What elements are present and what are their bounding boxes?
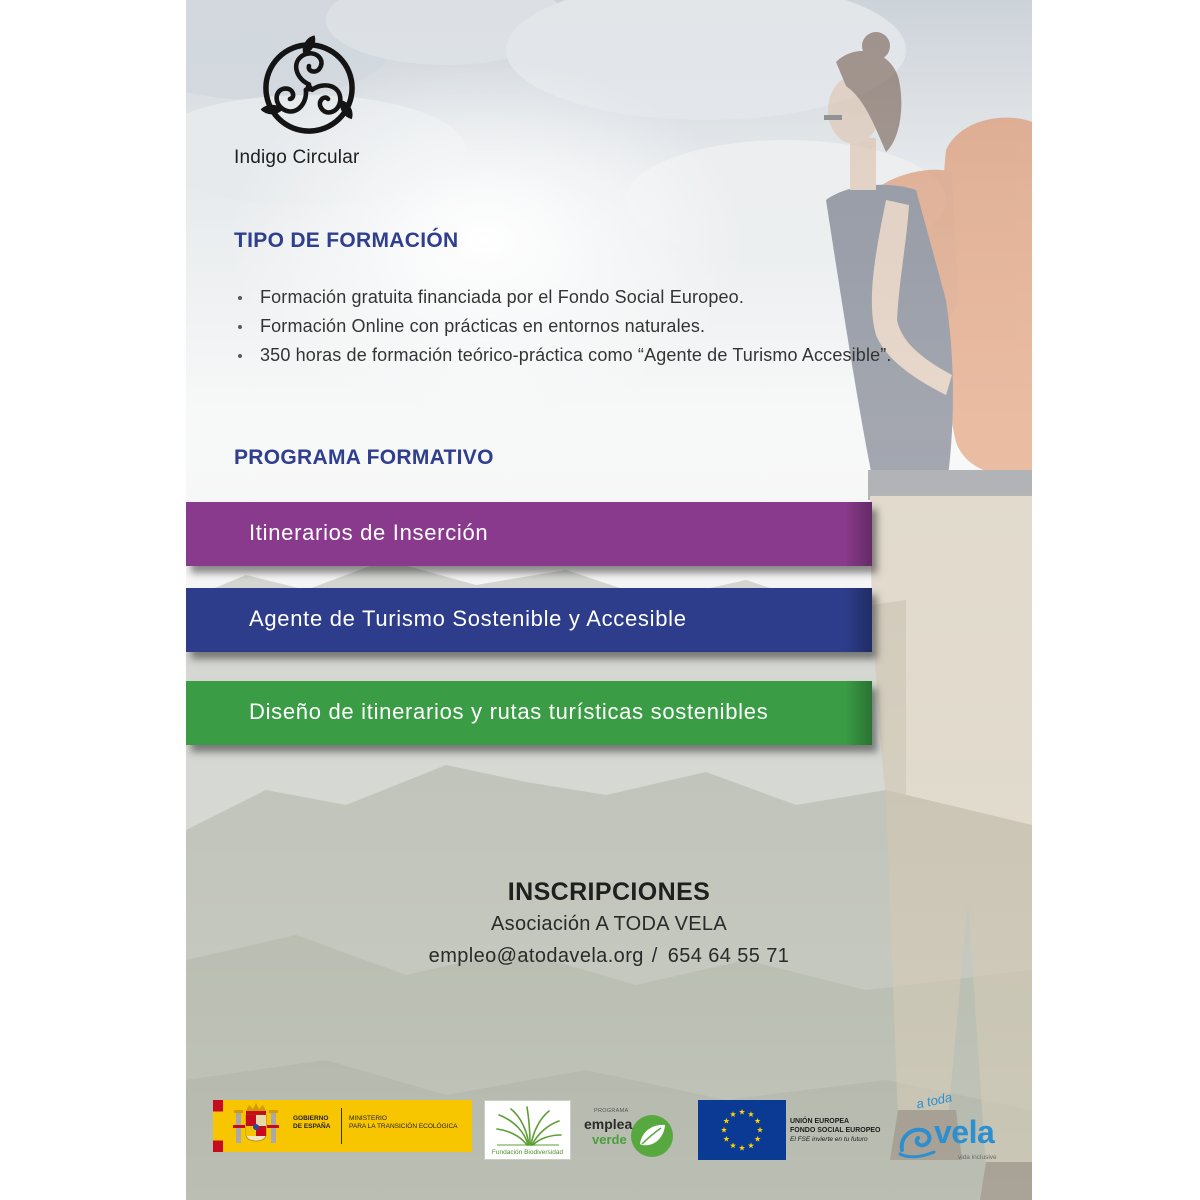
verde-word: verde — [592, 1132, 627, 1147]
indigo-circular-logo — [254, 33, 364, 143]
gobierno-de-espana-logo — [213, 1100, 472, 1152]
contact-separator: / — [651, 945, 658, 967]
vela-tagline: vida inclusive — [958, 1154, 997, 1161]
module-label: Diseño de itinerarios y rutas turísticas sostenibles — [249, 699, 769, 724]
module-label: Agente de Turismo Sostenible y Accesible — [249, 606, 687, 631]
module-bar-route-design — [186, 681, 872, 745]
module-bar-tourism-agent — [186, 588, 872, 652]
eu-line1: UNIÓN EUROPEA — [790, 1118, 850, 1125]
ministry-line2: PARA LA TRANSICIÓN ECOLÓGICA — [349, 1123, 458, 1130]
bullet-dot — [238, 354, 242, 358]
training-type-list — [238, 283, 892, 370]
eu-line2: FONDO SOCIAL EUROPEO — [790, 1127, 881, 1134]
wave-icon — [898, 1120, 936, 1160]
flag-strip — [213, 1100, 223, 1152]
registration-organization: Asociación A TODA VELA — [491, 913, 727, 935]
registration-heading: INSCRIPCIONES — [507, 878, 711, 906]
eu-tagline: El FSE invierte en tu futuro — [790, 1136, 868, 1143]
vela-big-text: vela — [934, 1114, 995, 1150]
contact-phone: 654 64 55 71 — [667, 945, 790, 967]
spanish-coat-of-arms-icon — [231, 1103, 281, 1149]
eu-flag-icon — [698, 1100, 786, 1160]
fundacion-biodiversidad-logo — [484, 1100, 571, 1160]
government-line2: DE ESPAÑA — [293, 1123, 331, 1130]
government-name — [293, 1115, 330, 1131]
emplea-verde-logo — [582, 1106, 674, 1166]
a-toda-vela-logo — [898, 1090, 1010, 1170]
training-type-heading: TIPO DE FORMACIÓN — [234, 229, 459, 252]
module-bar-insertion — [186, 502, 872, 566]
emplea-word: emplea — [584, 1116, 633, 1132]
list-item — [238, 312, 892, 341]
contact-email: empleo@atodavela.org — [428, 945, 644, 967]
biodiversity-name: Fundación Biodiversidad — [491, 1149, 564, 1156]
leaf-icon — [630, 1114, 674, 1158]
grass-icon — [493, 1105, 563, 1147]
ministry-line1: MINISTERIO — [349, 1115, 387, 1122]
registration-contact — [186, 945, 1032, 968]
list-item-text: Formación gratuita financiada por el Fondo Social Europeo. — [260, 287, 744, 307]
poster — [186, 0, 1032, 1200]
eu-fse-text — [790, 1117, 894, 1144]
ministry-name — [349, 1115, 458, 1131]
bullet-dot — [238, 296, 242, 300]
emplea-program-label: PROGRAMA — [594, 1108, 629, 1114]
bullet-dot — [238, 325, 242, 329]
government-line1: GOBIERNO — [293, 1115, 329, 1122]
list-item — [238, 341, 892, 370]
divider — [341, 1108, 342, 1144]
list-item — [238, 283, 892, 312]
vela-small-text: a toda — [914, 1089, 954, 1112]
program-heading: PROGRAMA FORMATIVO — [234, 446, 494, 469]
list-item-text: Formación Online con prácticas en entornos naturales. — [260, 316, 706, 336]
module-label: Itinerarios de Inserción — [249, 520, 489, 545]
brand-name: Indigo Circular — [234, 147, 360, 168]
list-item-text: 350 horas de formación teórico-práctica como “Agente de Turismo Accesible”. — [260, 345, 892, 365]
